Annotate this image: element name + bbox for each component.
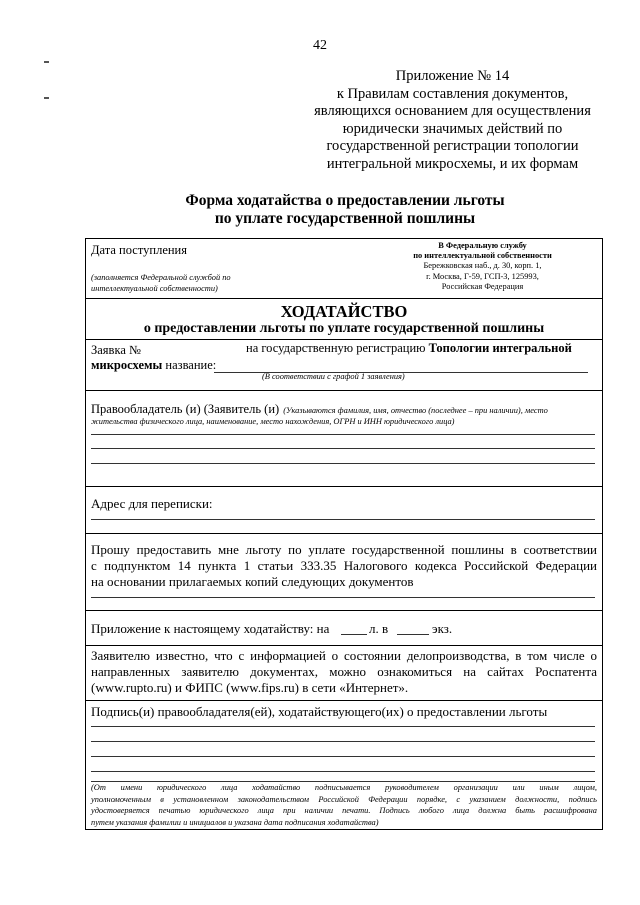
holder-block	[91, 403, 597, 417]
receipt-note-line: интеллектуальной собственности)	[91, 283, 218, 293]
attachment-label: Приложение к настоящему ходатайству: на	[91, 621, 330, 636]
holder-hint-cont: жительства физического лица, наименование, место нахождения, ОГРН и ИНН юридического лица)	[91, 417, 455, 426]
signature-note-line: удостоверяется печатью юридического лица при наличии печати. Подпись любого лица должна быть расшифрована	[91, 806, 597, 815]
signature-note-line: путем указания фамилии и инициалов и указана дата подписания ходатайства)	[91, 817, 379, 827]
notice-text	[91, 648, 597, 696]
appendix-line: государственной регистрации топологии	[326, 138, 579, 154]
name-label: название:	[165, 358, 217, 372]
appendix-header	[300, 68, 605, 173]
request-line: Прошу предоставить мне льготу по уплате государственной пошлины в соответствии	[91, 542, 597, 557]
notice-line: направленных заявителю документах, можно ознакомиться на сайтах Роспатента	[91, 664, 597, 679]
address-field-line[interactable]	[91, 519, 595, 520]
signature-field-line[interactable]	[91, 756, 595, 757]
addressee-line: Бережковская наб., д. 30, корп. 1,	[423, 261, 542, 271]
receipt-note-line: (заполняется Федеральной службой по	[91, 273, 231, 282]
margin-mark	[44, 61, 49, 63]
application-object: Топологии интегральной	[428, 341, 572, 355]
documents-field-line[interactable]	[91, 597, 595, 598]
row-divider	[85, 486, 603, 487]
petition-title: ХОДАТАЙСТВО	[280, 302, 408, 321]
addressee-line: В Федеральную службу	[438, 241, 527, 250]
copies-field[interactable]	[397, 634, 429, 635]
signature-note-line: уполномоченным в установленном законодательством Российской Федерации порядке, с указанием должности, подпись	[91, 794, 597, 804]
appendix-line: интегральной микросхемы, и их формам	[326, 155, 579, 172]
row-divider	[85, 700, 603, 701]
signature-note-line: (От имени юридического лица ходатайство подписывается руководителем организации или иным лицом,	[91, 783, 597, 792]
page-number: 42	[313, 38, 327, 53]
margin-mark	[44, 97, 49, 99]
row-divider	[85, 298, 603, 299]
signature-field-line[interactable]	[91, 741, 595, 742]
signature-label: Подпись(и) правообладателя(ей), ходатайствующего(их) о предоставлении льготы	[91, 704, 548, 719]
address-label: Адрес для переписки:	[91, 496, 213, 511]
request-text	[91, 542, 597, 590]
appendix-line: юридически значимых действий по	[342, 120, 563, 137]
name-hint: (В соответствии с графой 1 заявления)	[262, 372, 405, 381]
addressee-line: Российская Федерация	[441, 281, 524, 291]
appendix-line: Приложение № 14	[395, 68, 510, 84]
form-title	[80, 192, 610, 228]
addressee-line: г. Москва, Г-59, ГСП-3, 125993,	[426, 271, 539, 281]
holder-hint: (Указываются фамилия, имя, отчество (последнее – при наличии), место	[283, 406, 548, 415]
notice-line: (www.rupto.ru) и ФИПС (www.fips.ru) в сети «Интернет».	[91, 680, 409, 695]
application-object-cont: микросхемы	[91, 358, 163, 372]
signature-note	[91, 782, 597, 828]
application-name-row	[91, 358, 216, 373]
request-line: с подпунктом 14 пункта 1 статьи 333.35 Налогового кодекса Российской Федерации	[91, 558, 597, 573]
application-purpose: на государственную регистрацию	[246, 341, 426, 355]
receipt-date-label: Дата поступления	[91, 243, 187, 257]
holder-field-line[interactable]	[91, 448, 595, 449]
row-divider	[85, 339, 603, 340]
row-divider	[85, 610, 603, 611]
row-divider	[85, 390, 603, 391]
holder-label: Правообладатель (и) (Заявитель (и)	[91, 402, 280, 416]
form-title-line: по уплате государственной пошлины	[214, 210, 476, 227]
addressee-block	[370, 241, 595, 292]
form-title-line: Форма ходатайства о предоставлении льготы	[185, 192, 505, 209]
appendix-line: к Правилам составления документов,	[336, 85, 569, 102]
receipt-note	[91, 273, 231, 294]
appendix-line: являющихся основанием для осуществления	[314, 103, 591, 119]
holder-field-line[interactable]	[91, 434, 595, 435]
row-divider	[85, 645, 603, 646]
application-text	[246, 341, 572, 356]
notice-line: Заявителю известно, что с информацией о состоянии делопроизводства, в том числе о	[91, 648, 597, 663]
addressee-line: по интеллектуальной собственности	[413, 251, 552, 261]
row-divider	[85, 533, 603, 534]
holder-field-line[interactable]	[91, 463, 595, 464]
pages-unit: л. в	[369, 621, 389, 636]
request-line: на основании прилагаемых копий следующих документов	[91, 574, 414, 589]
copies-unit: экз.	[432, 621, 453, 636]
signature-field-line[interactable]	[91, 726, 595, 727]
petition-subtitle: о предоставлении льготы по уплате государственной пошлины	[143, 321, 545, 336]
application-number-label: Заявка №	[91, 343, 141, 357]
pages-field[interactable]	[341, 634, 367, 635]
signature-field-line[interactable]	[91, 771, 595, 772]
